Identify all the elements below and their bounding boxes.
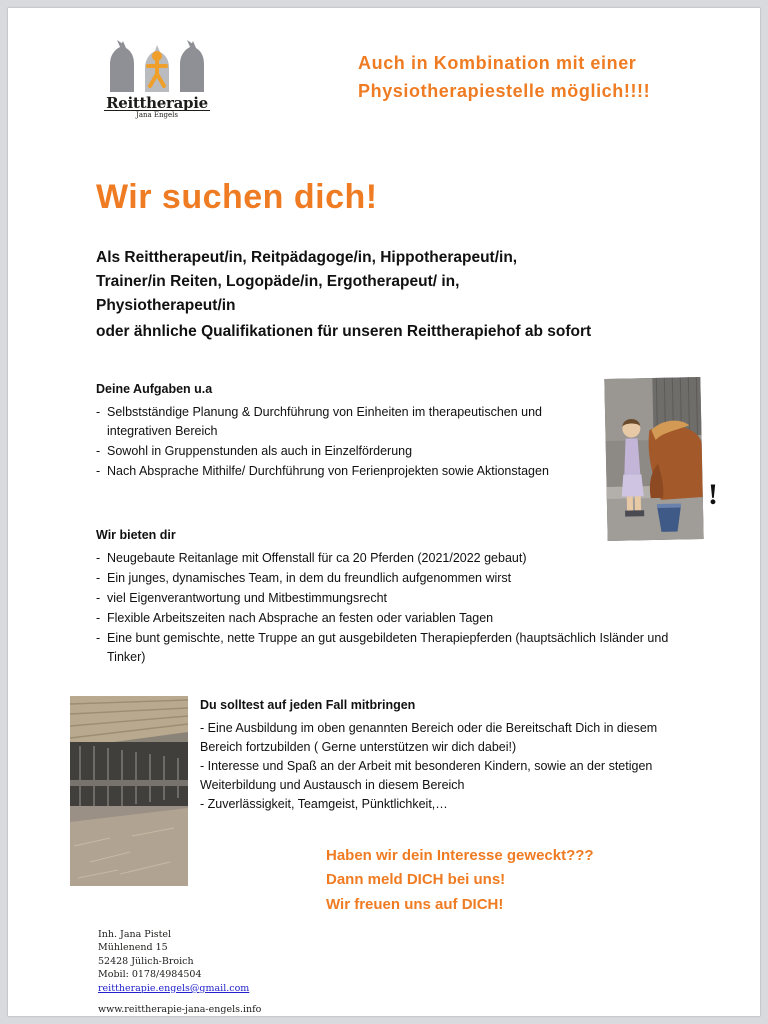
logo-title: Reittherapie [106,94,208,112]
top-note-line-2: Physiotherapiestelle möglich!!!! [358,80,651,101]
footer-street: Mühlenend 15 [98,942,168,954]
footer-mobile: Mobil: 0178/4984504 [98,969,202,981]
closing-line-1: Haben wir dein Interesse geweckt??? [326,847,594,864]
list-item-text: Eine bunt gemischte, nette Truppe an gut ausgebildeten Therapiepferden (hauptsächlich Isländer und Tinker) [107,631,669,664]
footer-owner: Inh. Jana Pistel [98,929,172,940]
dash-bullet: - [96,611,101,625]
intro-line-3: Physiotherapeut/in [96,297,236,315]
list-item-text: viel Eigenverantwortung und Mitbestimmungsrecht [107,591,387,605]
logo-subtitle: Jana Engels [136,111,178,119]
dash-bullet: - [96,464,101,478]
flyer-page [8,8,760,1016]
dash-bullet: - [96,571,101,585]
footer-email-link[interactable]: reittherapie.engels@gmail.com [98,982,250,994]
requirements-item: - Eine Ausbildung im oben genannten Bereich oder die Bereitschaft Dich in diesem Bereich fortzubilden ( Gerne unterstützen wir dich dabei!) [200,721,658,754]
requirements-item: - Interesse und Spaß an der Arbeit mit besonderen Kindern, sowie an der stetigen Weiterbildung und Austausch in diesem Bereich [200,759,653,792]
dash-bullet: - [96,444,101,458]
footer-city: 52428 Jülich-Broich [98,955,194,967]
footer-contact [98,928,261,1016]
list-item [96,442,586,461]
intro-block [96,246,696,344]
list-item-text: Selbstständige Planung & Durchführung von Einheiten im therapeutischen und integrativen Bereich [107,405,543,438]
list-item [96,549,676,568]
intro-line-1: Als Reittherapeut/in, Reitpädagoge/in, Hippotherapeut/in, [96,249,518,266]
list-item-text: Neugebaute Reitanlage mit Offenstall für ca 20 Pferden (2021/2022 gebaut) [107,551,527,565]
intro-line-2: Trainer/in Reiten, Logopäde/in, Ergotherapeut/ in, [96,273,460,291]
dash-bullet: - [96,551,101,565]
list-item [96,589,676,608]
requirements-section [200,696,680,814]
closing-line-2: Dann meld DICH bei uns! [326,871,506,889]
list-item [96,629,676,667]
requirements-heading: Du solltest auf jeden Fall mitbringen [200,698,416,712]
photo-girl-with-pony [604,377,703,541]
closing-call [326,844,594,917]
photo-stable-interior-image [70,696,188,886]
dash-bullet: - [96,405,101,419]
list-item [96,403,586,441]
tasks-heading: Deine Aufgaben u.a [96,382,213,396]
list-item [96,609,676,628]
intro-line-4: oder ähnliche Qualifikationen für unseren Reittherapiehof ab sofort [96,323,592,341]
photo-stable-interior [70,696,188,886]
list-item-text: Flexible Arbeitszeiten nach Absprache an festen oder variablen Tagen [107,611,494,625]
offer-heading: Wir bieten dir [96,528,176,542]
page-title: Wir suchen dich! [96,178,378,216]
logo [96,38,218,126]
list-item [96,569,676,588]
tasks-section [96,380,586,482]
exclamation-mark: ! [708,478,718,511]
list-item-text: Sowohl in Gruppenstunden als auch in Einzelförderung [107,444,413,458]
top-note-line-1: Auch in Kombination mit einer [358,53,637,73]
list-item-text: Ein junges, dynamisches Team, in dem du freundlich aufgenommen wirst [107,571,512,585]
dash-bullet: - [96,591,101,605]
requirements-item: - Zuverlässigkeit, Teamgeist, Pünktlichkeit,… [200,797,448,811]
list-item [96,462,586,481]
offer-list [96,549,676,667]
offer-section [96,526,676,668]
dash-bullet: - [96,631,101,645]
list-item-text: Nach Absprache Mithilfe/ Durchführung von Ferienprojekten sowie Aktionstagen [107,464,549,478]
top-note [358,50,718,106]
tasks-list [96,403,586,481]
three-horses-and-rider-icon [96,38,218,94]
footer-website[interactable]: www.reittherapie-jana-engels.info [98,1004,262,1016]
photo-girl-with-pony-image [604,377,703,541]
closing-line-3: Wir freuen uns auf DICH! [326,895,504,913]
